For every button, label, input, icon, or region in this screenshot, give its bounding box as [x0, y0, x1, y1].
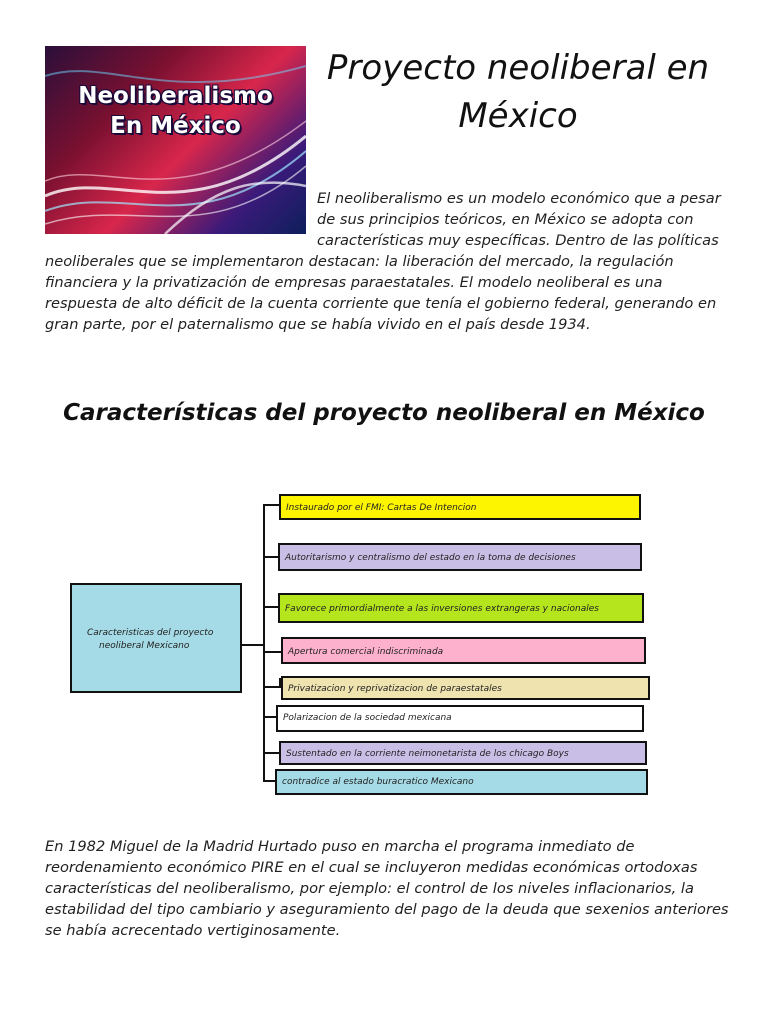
title-line-2: México — [458, 96, 578, 136]
banner-line-1: Neoliberalismo — [78, 83, 273, 109]
characteristics-diagram — [0, 480, 768, 810]
diagram-node: Apertura comercial indiscriminada — [281, 637, 646, 664]
connector-3 — [263, 606, 279, 608]
diagram-spine — [263, 504, 265, 780]
diagram-node: Privatizacion y reprivatizacion de paraestatales — [281, 676, 650, 700]
intro-text: El neoliberalismo es un modelo económico que a pesar de sus principios teóricos, en México se adopta con características muy específicas. Dentro de las políticas neoliberales que se implementaron destacan: la liberación del mercado, la regulación financiera y la privatización de empresas paraestatales. El modelo neoliberal es una respuesta de alto déficit de la cuenta corriente que tenía el gobierno federal, generando en gran parte, por el paternalismo que se había vivido en el país desde 1934. — [45, 190, 721, 333]
diagram-node: Favorece primordialmente a las inversiones extrangeras y nacionales — [278, 593, 644, 623]
title-line-1: Proyecto neoliberal en — [326, 48, 710, 88]
diagram-root-box — [70, 583, 242, 693]
section-subtitle: Características del proyecto neoliberal en México — [63, 400, 705, 426]
root-line-2: neoliberal Mexicano — [99, 641, 190, 651]
diagram-node: contradice al estado buracratico Mexicano — [275, 769, 648, 795]
intro-paragraph — [45, 188, 725, 335]
connector-2 — [263, 556, 279, 558]
connector-5 — [263, 686, 283, 688]
closing-paragraph: En 1982 Miguel de la Madrid Hurtado puso en marcha el programa inmediato de reordenamiento económico PIRE en el cual se incluyeron medidas económicas ortodoxas características del neoliberalismo, por ejemplo: el control de los niveles inflacionarios, la estabilidad del tipo cambiario y aseguramiento del pago de la deuda que sexenios anteriores se había acrecentado vertiginosamente. — [45, 838, 729, 939]
diagram-node: Sustentado en la corriente neimonetarista de los chicago Boys — [279, 741, 647, 765]
root-connector — [242, 644, 264, 646]
page-title — [318, 44, 718, 140]
diagram-node: Instaurado por el FMI: Cartas De Intencion — [279, 494, 641, 520]
diagram-node: Polarizacion de la sociedad mexicana — [276, 705, 644, 732]
connector-6 — [263, 716, 277, 718]
banner-line-2: En México — [110, 113, 241, 139]
diagram-node: Autoritarismo y centralismo del estado en la toma de decisiones — [278, 543, 642, 571]
connector-4 — [263, 651, 283, 653]
root-line-1: Caracteristicas del proyecto — [87, 628, 214, 638]
